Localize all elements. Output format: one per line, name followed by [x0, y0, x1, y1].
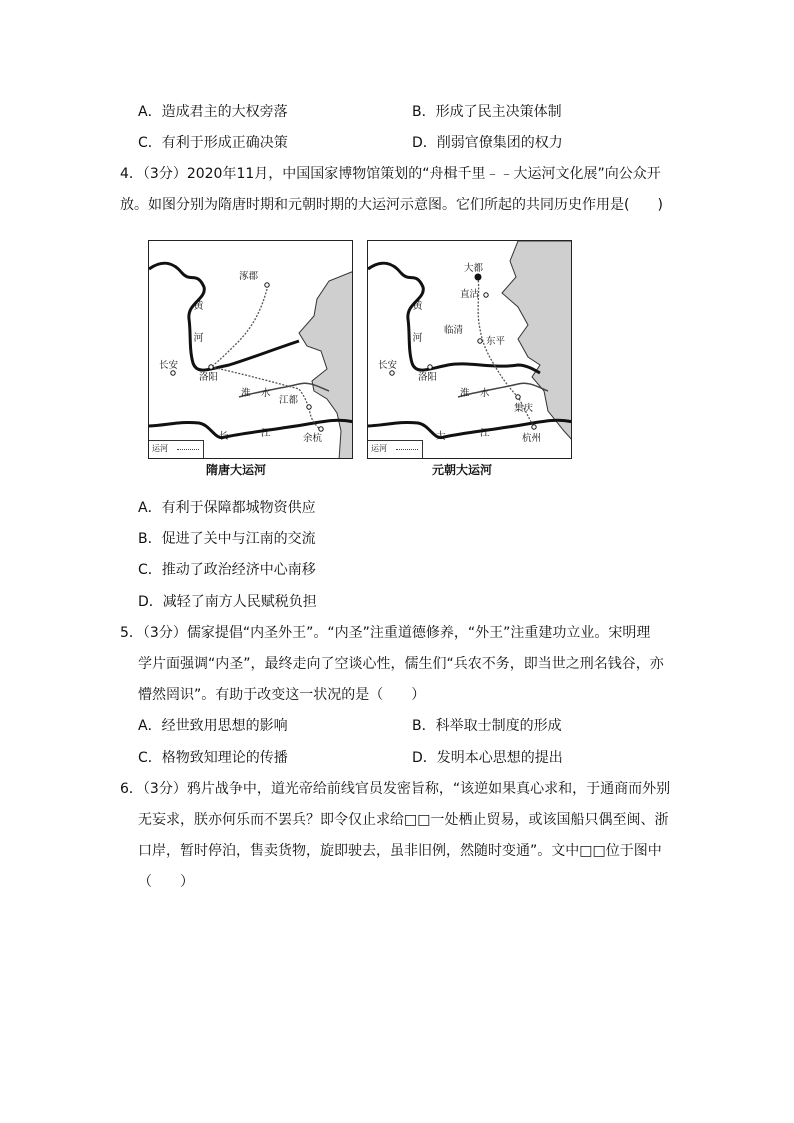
q6-stem-line1: 6．（3分）鸦片战争中，道光帝给前线官员发密旨称，“该逆如果真心求和，于通商而外别 [120, 781, 671, 797]
label-da: 大 [436, 431, 446, 442]
label-changan: 长安 [159, 360, 179, 371]
q6-stem-line4: （ ） [138, 874, 194, 890]
label-yuhang: 余杭 [303, 433, 323, 444]
label-hangzhou: 杭州 [522, 433, 542, 444]
q4-stem-line1: 4．（3分）2020年11月，中国国家博物馆策划的“舟楫千里﹣﹣大运河文化展”向公众开 [120, 166, 661, 182]
label-he: 河 [193, 333, 204, 344]
q3-option-c: C．有利于形成正确决策 [138, 135, 288, 151]
label-jiqing: 集庆 [514, 403, 534, 414]
label-shui: 水 [480, 388, 490, 399]
q4-option-a: A．有利于保障都城物资供应 [138, 500, 316, 516]
label-huang: 黄 [193, 301, 204, 312]
q5-stem-line1: 5．（3分）儒家提倡“内圣外王”。“内圣”注重道德修养，“外王”注重建功立业。宋明理 [120, 625, 651, 641]
sui-tang-map-caption: 隋唐大运河 [206, 463, 267, 477]
label-jiang: 江 [261, 428, 271, 439]
label-luoyang: 洛阳 [418, 372, 438, 383]
sui-tang-canal-map [148, 240, 353, 459]
q4-option-c: C．推动了政治经济中心南移 [138, 562, 316, 578]
label-huai: 淮 [460, 388, 470, 399]
label-he: 河 [412, 333, 423, 344]
label-luoyang: 洛阳 [199, 372, 219, 383]
map-legend: 运河 [368, 440, 423, 458]
yuan-map-caption: 元朝大运河 [432, 463, 493, 477]
q4-option-d: D．减轻了南方人民赋税负担 [138, 594, 317, 610]
label-zhigu: 直沽 [460, 289, 480, 300]
label-changan: 长安 [378, 360, 398, 371]
q3-option-b: B．形成了民主决策体制 [412, 104, 562, 120]
q4-stem-line2: 放。如图分别为隋唐时期和元朝时期的大运河示意图。它们所起的共同历史作用是( ) [120, 197, 663, 213]
q6-stem-line2: 无妄求，朕亦何乐而不罢兵？即令仅止求给□□一处栖止贸易，或该国船只偶至闽、浙 [138, 812, 669, 828]
label-shui: 水 [261, 388, 271, 399]
label-linqing: 临清 [444, 325, 464, 336]
q5-option-c: C．格物致知理论的传播 [138, 750, 288, 766]
q6-stem-line3: 口岸，暂时停泊，售卖货物，旋即驶去，虽非旧例，然随时变通”。文中□□位于图中 [138, 843, 662, 859]
q5-option-b: B．科举取士制度的形成 [412, 718, 562, 734]
label-huai: 淮 [241, 388, 251, 399]
q4-option-b: B．促进了关中与江南的交流 [138, 531, 316, 547]
q3-option-d: D．削弱官僚集团的权力 [412, 135, 563, 151]
label-chang: 长 [219, 431, 229, 442]
q5-option-d: D．发明本心思想的提出 [412, 750, 563, 766]
q5-option-a: A．经世致用思想的影响 [138, 718, 288, 734]
q5-stem-line2: 学片面强调“内圣”，最终走向了空谈心性，儒生们“兵农不务，即当世之刑名钱谷，亦 [138, 656, 664, 672]
yuan-canal-map [367, 240, 572, 459]
label-jiangdu: 江都 [279, 395, 299, 406]
q3-option-a: A．造成君主的大权旁落 [138, 104, 288, 120]
q5-stem-line3: 懵然罔识”。有助于改变这一状况的是（ ） [138, 687, 426, 703]
label-dongping: 东平 [486, 336, 506, 347]
label-jiang: 江 [480, 428, 490, 439]
label-huang: 黄 [412, 301, 423, 312]
label-dadu: 大都 [464, 263, 484, 274]
map-legend: 运河 [149, 440, 204, 458]
label-zhuojun: 涿郡 [239, 271, 259, 282]
